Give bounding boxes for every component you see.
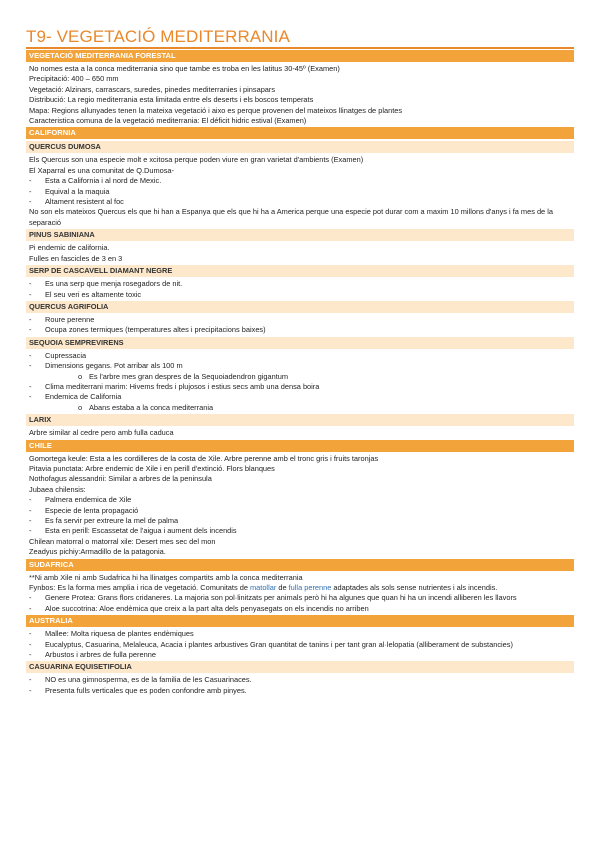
- fulla-perenne-link[interactable]: fulla perenne: [288, 583, 332, 593]
- list-item: - Es una serp que menja rosegadors de nit.: [29, 279, 183, 289]
- text-line: Gomortega keule: Esta a les cordilleres de la costa de Xile. Arbre perenne amb el tronc gris i fruits taronjas: [29, 453, 379, 463]
- section-header-california: CALIFORNIA: [26, 127, 574, 139]
- text-line: Chilean matorral o matorral xile: Desert mes sec del mon: [29, 536, 216, 546]
- section-header-australia: AUSTRALIA: [26, 615, 574, 627]
- list-item: - El seu veri es altamente toxic: [29, 289, 142, 299]
- list-item: - Equival a la maquia: [29, 186, 110, 196]
- text-line: No son els mateixos Quercus els que hi han a Espanya que els que hi ha a America perque una especie pot durar com a maxim 10 millons d'anys i fa mes de la separació: [29, 207, 553, 227]
- list-item: - Presenta fulls verticales que es poden confondre amb pinyes.: [29, 685, 247, 695]
- list-item: - Dimensions gegans. Pot arribar als 100 m: [29, 361, 183, 371]
- list-item: - Cupressacia: [29, 350, 87, 360]
- list-item: - Esta en perill: Escassetat de l'aigua i aument dels incendis: [29, 526, 237, 536]
- text-line: Jubaea chilensis:: [29, 484, 86, 494]
- subsection-header-larix: LARIX: [26, 414, 574, 426]
- text-line: Zeadyus pichiy:Armadillo de la patagonia.: [29, 547, 166, 557]
- sub-list-item: o Es l'arbre mes gran despres de la Sequoiadendron gigantum: [78, 371, 289, 381]
- fynbos-paragraph: Fynbos: Es la forma mes amplia i rica de vegetació. Comunitats de matollar de fulla perenne adaptades als sols sense nutrientes i als incendis.: [29, 583, 498, 593]
- text-line: Distribució: La regio mediterrania esta limitada entre els deserts i els boscos temperats: [29, 95, 314, 105]
- text-line: No nomes esta a la conca mediterrania sino que tambe es troba en les latitus 30-45º (Examen): [29, 64, 340, 73]
- section-header-forestal: VEGETACIÓ MEDITERRANIA FORESTAL: [26, 50, 574, 62]
- text-line: Pi endemic de california.: [29, 243, 110, 253]
- list-item: - Clima mediterrani marim: Hivems freds i plujosos i estius secs amb una densa boira: [29, 381, 320, 391]
- subsection-header-sequoia: SEQUOIA SEMPREVIRENS: [26, 337, 574, 349]
- text-line: **Ni amb Xile ni amb Sudafrica hi ha llinatges compartits amb la conca mediterrania: [29, 572, 303, 582]
- section-header-sudafrica: SUDAFRICA: [26, 559, 574, 571]
- page-title: T9- VEGETACIÓ MEDITERRANIA: [26, 28, 574, 49]
- list-item: - Mallee: Molta riquesa de plantes endèmiques: [29, 629, 194, 639]
- list-item: - Aloe succotrina: Aloe endèmica que creix a la part alta dels penyasegats on els incendis no arriben: [29, 603, 369, 613]
- list-item: - Es fa servir per extreure la mel de palma: [29, 516, 179, 525]
- text-line: Els Quercus son una especie molt e xcitosa perque poden viure en gran varietat d'ambients (Examen): [29, 155, 364, 165]
- text-line: Vegetació: Alzinars, carrascars, suredes, pinedes mediterranies i pinsapars: [29, 84, 276, 94]
- text-line: Nothofagus alessandrii: Similar a arbres de la peninsula: [29, 474, 212, 484]
- list-item: - Palmera endemica de Xile: [29, 495, 132, 505]
- text-line: Arbre similar al cedre pero amb fulla caduca: [29, 428, 174, 438]
- list-item: - Esta a California i al nord de Mexic.: [29, 176, 162, 186]
- subsection-header-pinus-sabiniana: PINUS SABINIANA: [26, 229, 574, 241]
- text-line: Caracteristica comuna de la vegetació mediterrania: El déficit hidric estival (Examen): [29, 116, 307, 126]
- text-line: Fulles en fascicles de 3 en 3: [29, 253, 123, 263]
- list-item: - Eucalyptus, Casuarina, Melaleuca, Acacia i plantes arbustives Gran quantitat de tanins i per tant gran al·lelopatia (alliberament de substancies): [29, 639, 513, 649]
- list-item: - Altament resistent al foc: [29, 197, 124, 207]
- text-line: Mapa: Regions allunyades tenen la mateixa vegetació i aixo es perque provenen del mateixos llinatges de plantes: [29, 105, 403, 115]
- matollar-link[interactable]: matollar: [250, 583, 277, 593]
- list-item: - Ocupa zones termiques (temperatures altes i precipitacions baixes): [29, 325, 266, 335]
- list-item: - Arbustos i arbres de fulla perenne: [29, 650, 156, 660]
- subsection-header-quercus-dumosa: QUERCUS DUMOSA: [26, 141, 574, 153]
- list-item: - Genere Protea: Grans flors cridaneres. La majoria son pol·linitzats per animals però hi ha algunes que quan hi ha un incendi alliberen les llavors: [29, 593, 517, 603]
- list-item: - Endemica de California: [29, 392, 122, 402]
- subsection-header-quercus-agrifolia: QUERCUS AGRIFOLIA: [26, 301, 574, 313]
- subsection-header-serp: SERP DE CASCAVELL DIAMANT NEGRE: [26, 265, 574, 277]
- text-line: Precipitació: 400 – 650 mm: [29, 74, 119, 84]
- subsection-header-casuarina: CASUARINA EQUISETIFOLIA: [26, 661, 574, 673]
- list-item: - Especie de lenta propagació: [29, 505, 139, 515]
- list-item: - Roure perenne: [29, 314, 95, 324]
- text-line: Pitavia punctata: Arbre endemic de Xile i en perill d'extinció. Flors blanques: [29, 463, 275, 473]
- sub-list-item: o Abans estaba a la conca mediterrania: [78, 402, 214, 412]
- text-line: El Xaparral es una comunitat de Q.Dumosa-: [29, 165, 175, 175]
- section-header-chile: CHILE: [26, 440, 574, 452]
- list-item: - NO es una gimnosperma, es de la familia de les Casuarinaces.: [29, 675, 252, 685]
